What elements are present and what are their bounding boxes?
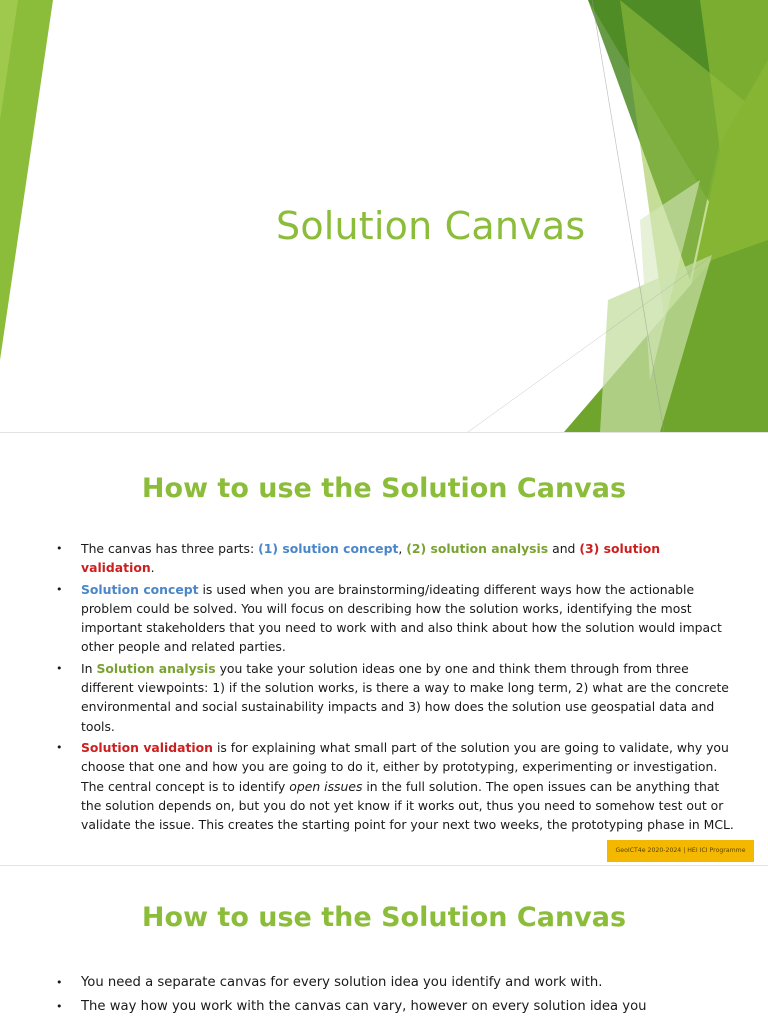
slide-title: Solution Canvas (276, 204, 586, 248)
list-item (56, 659, 738, 736)
instructions-slide (0, 433, 768, 865)
emphasis-open-issues: open issues (289, 778, 363, 794)
bullet-text: , (398, 541, 407, 556)
bullet-text: You need a separate canvas for every solution idea you identify and work with. (81, 975, 603, 990)
keyword-solution-analysis: (2) solution analysis (406, 541, 549, 556)
title-slide (0, 0, 768, 432)
bullet-list (56, 539, 738, 836)
programme-footer-badge: GeoICT4e 2020-2024 | HEI ICI Programme (607, 840, 754, 862)
bullet-text: you take your solution ideas one by one and think them through from three different viewpoints: 1) if the solution works, is there a way to make long term, 2) what are the concrete environmental and social sustainability impacts and 3) how does the solution use geospatial data and tools. (81, 660, 729, 734)
list-item (56, 972, 738, 994)
bullet-marker: • (56, 542, 63, 555)
bullet-text: The way how you work with the canvas can vary, however on every solution idea you (81, 999, 647, 1014)
bullet-text: is for explaining what small part of the solution you are going to validate, why you choose that one and how you are going to do it, either by prototyping, experimenting or investigation. The central concept is to identify (81, 739, 729, 794)
bullet-marker: • (56, 1000, 63, 1013)
keyword-solution-validation: Solution validation (81, 739, 213, 755)
list-item (56, 996, 738, 1018)
bullet-marker: • (56, 582, 63, 596)
bullet-text: The canvas has three parts: (81, 541, 259, 556)
bullet-text: is used when you are brainstorming/ideating different ways how the actionable problem could be solved. You will focus on describing how the solution works, identifying the most important stakeholders that you need to work with and also think about how the solution would impact other people and related parties. (81, 581, 722, 655)
bullet-text: In (81, 660, 97, 676)
bullet-list (56, 972, 738, 1020)
keyword-solution-concept: Solution concept (81, 581, 199, 597)
slide-heading: How to use the Solution Canvas (141, 473, 627, 504)
slide-heading: How to use the Solution Canvas (141, 902, 627, 933)
bullet-marker: • (56, 976, 63, 989)
list-item (56, 539, 738, 578)
list-item (56, 580, 738, 657)
keyword-solution-analysis: Solution analysis (96, 660, 216, 676)
keyword-solution-validation: (3) solution validation (81, 541, 661, 576)
bullet-text: and (548, 541, 580, 556)
bullet-text: in the full solution. The open issues can be anything that the solution depends on, but you do not yet know if it works out, thus you need to somehow test out or validate the issue. This creates the starting point for your next two weeks, the prototyping phase in MCL. (81, 778, 734, 833)
bullet-text: . (150, 560, 155, 576)
keyword-solution-concept: (1) solution concept (258, 541, 399, 556)
instructions-slide-continued (0, 866, 768, 1024)
bullet-marker: • (56, 661, 63, 675)
bullet-marker: • (56, 740, 63, 754)
list-item (56, 738, 738, 834)
